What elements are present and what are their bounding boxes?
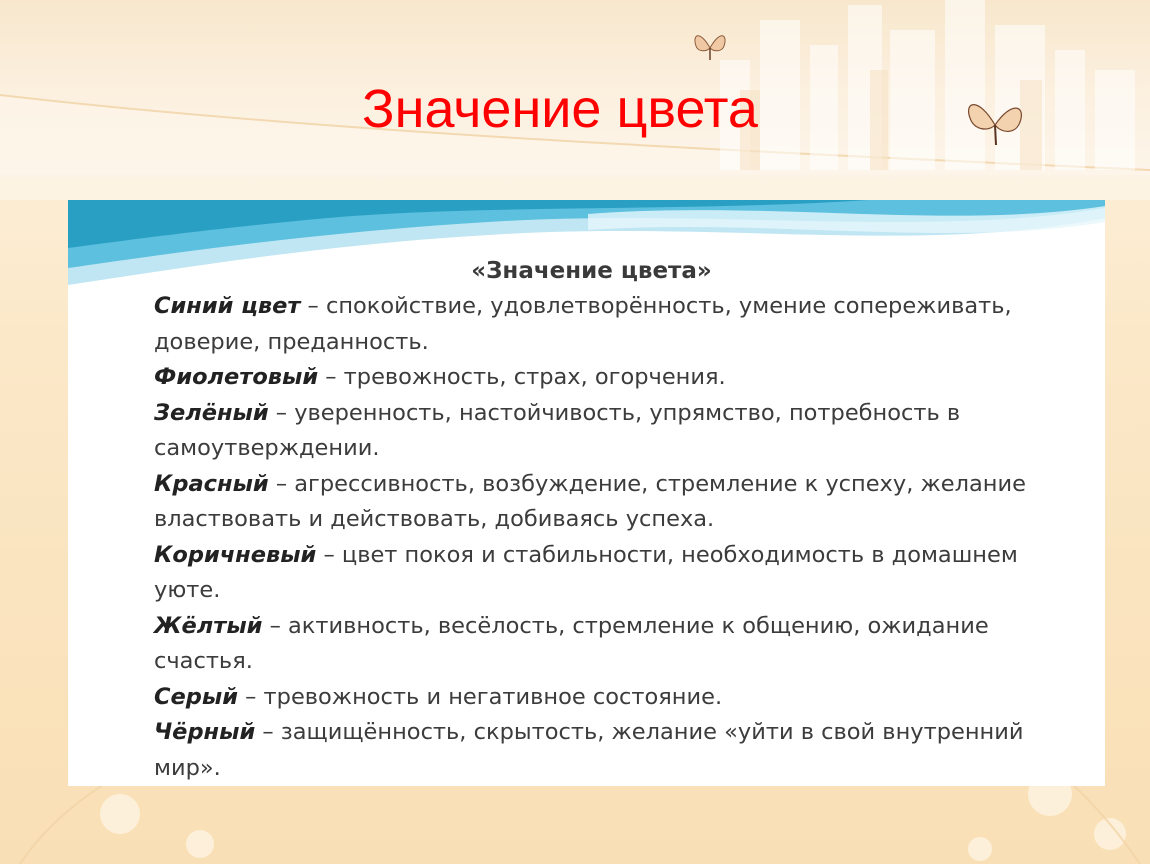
- color-term: Коричневый: [154, 541, 317, 568]
- color-term: Жёлтый: [154, 612, 263, 639]
- color-description: – защищённость, скрытость, желание «уйти в свой внутренний мир».: [154, 719, 1024, 781]
- color-term: Серый: [154, 683, 238, 710]
- color-description: – уверенность, настойчивость, упрямство, потребность в самоутверждении.: [154, 399, 961, 461]
- color-term: Чёрный: [154, 719, 256, 745]
- color-description: – агрессивность, возбуждение, стремление к успеху, желание властвовать и действовать, добиваясь успеха.: [154, 470, 1026, 532]
- list-item: [154, 680, 1084, 716]
- slide-title: Значение цвета: [362, 79, 758, 139]
- list-item: [154, 467, 1084, 538]
- content-card: [68, 200, 1105, 786]
- color-meaning-list: [154, 289, 1084, 786]
- list-item: [154, 289, 1084, 360]
- color-description: – цвет покоя и стабильности, необходимость в домашнем уюте.: [154, 541, 1018, 603]
- color-term: Зелёный: [154, 399, 269, 426]
- butterfly-icon: [690, 28, 730, 64]
- color-description: – тревожность и негативное состояние.: [238, 683, 723, 710]
- card-heading: «Значение цвета»: [471, 258, 712, 284]
- list-item: [154, 715, 1084, 786]
- list-item: [154, 360, 1084, 396]
- color-term: Фиолетовый: [154, 364, 319, 390]
- butterfly-icon: [960, 90, 1030, 150]
- color-description: – тревожность, страх, огорчения.: [318, 364, 726, 390]
- list-item: [154, 396, 1084, 467]
- list-item: [154, 538, 1084, 609]
- color-term: Синий цвет: [154, 293, 301, 319]
- color-term: Красный: [154, 470, 269, 497]
- color-description: – спокойствие, удовлетворённость, умение сопереживать, доверие, преданность.: [154, 293, 1012, 355]
- color-description: – активность, весёлость, стремление к общению, ожидание счастья.: [154, 612, 989, 674]
- city-skyline-icon: [690, 0, 1150, 170]
- list-item: [154, 609, 1084, 680]
